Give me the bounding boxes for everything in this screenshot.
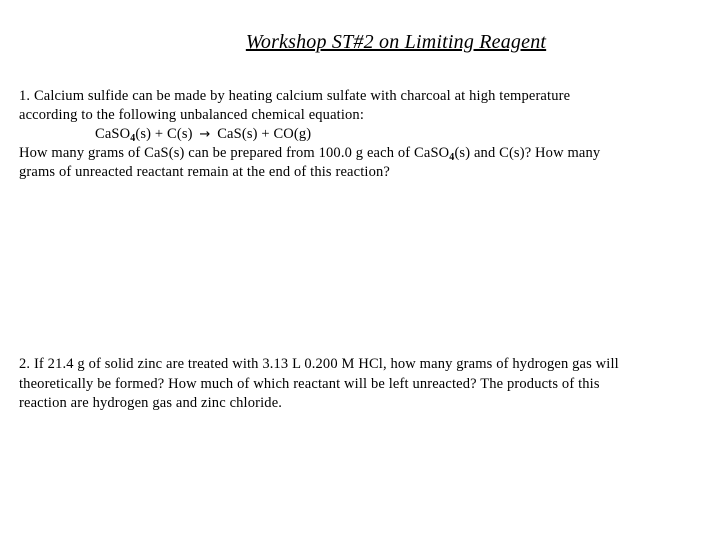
question-1-line-1: 1. Calcium sulfide can be made by heating calcium sulfate with charcoal at high temperature [19,88,571,104]
page-title: Workshop ST#2 on Limiting Reagent [245,31,547,53]
arrow-icon: → [199,127,211,142]
question-1-line-4 [19,144,600,163]
question-1-line-4-tail: (s) and C(s)? How many [454,145,601,161]
equation-subscript: 4 [130,133,136,144]
question-2-line-3: reaction are hydrogen gas and zinc chloride. [19,395,283,411]
question-1-line-4-subscript: 4 [449,152,455,163]
equation-products: CaS(s) + CO(g) [217,126,312,142]
equation-reactant-states: (s) + C(s) [135,126,193,142]
question-1-line-5: grams of unreacted reactant remain at the end of this reaction? [19,164,390,180]
question-2-line-2: theoretically be formed? How much of which reactant will be left unreacted? The products of this [19,376,600,392]
chemical-equation [95,125,311,144]
equation-reactant-1: CaSO [95,126,131,142]
question-1-line-4-text: How many grams of CaS(s) can be prepared from 100.0 g each of CaSO [19,145,450,161]
question-2-line-1: 2. If 21.4 g of solid zinc are treated with 3.13 L 0.200 M HCl, how many grams of hydrogen gas will [19,356,619,372]
question-1-line-2: according to the following unbalanced chemical equation: [19,107,365,123]
